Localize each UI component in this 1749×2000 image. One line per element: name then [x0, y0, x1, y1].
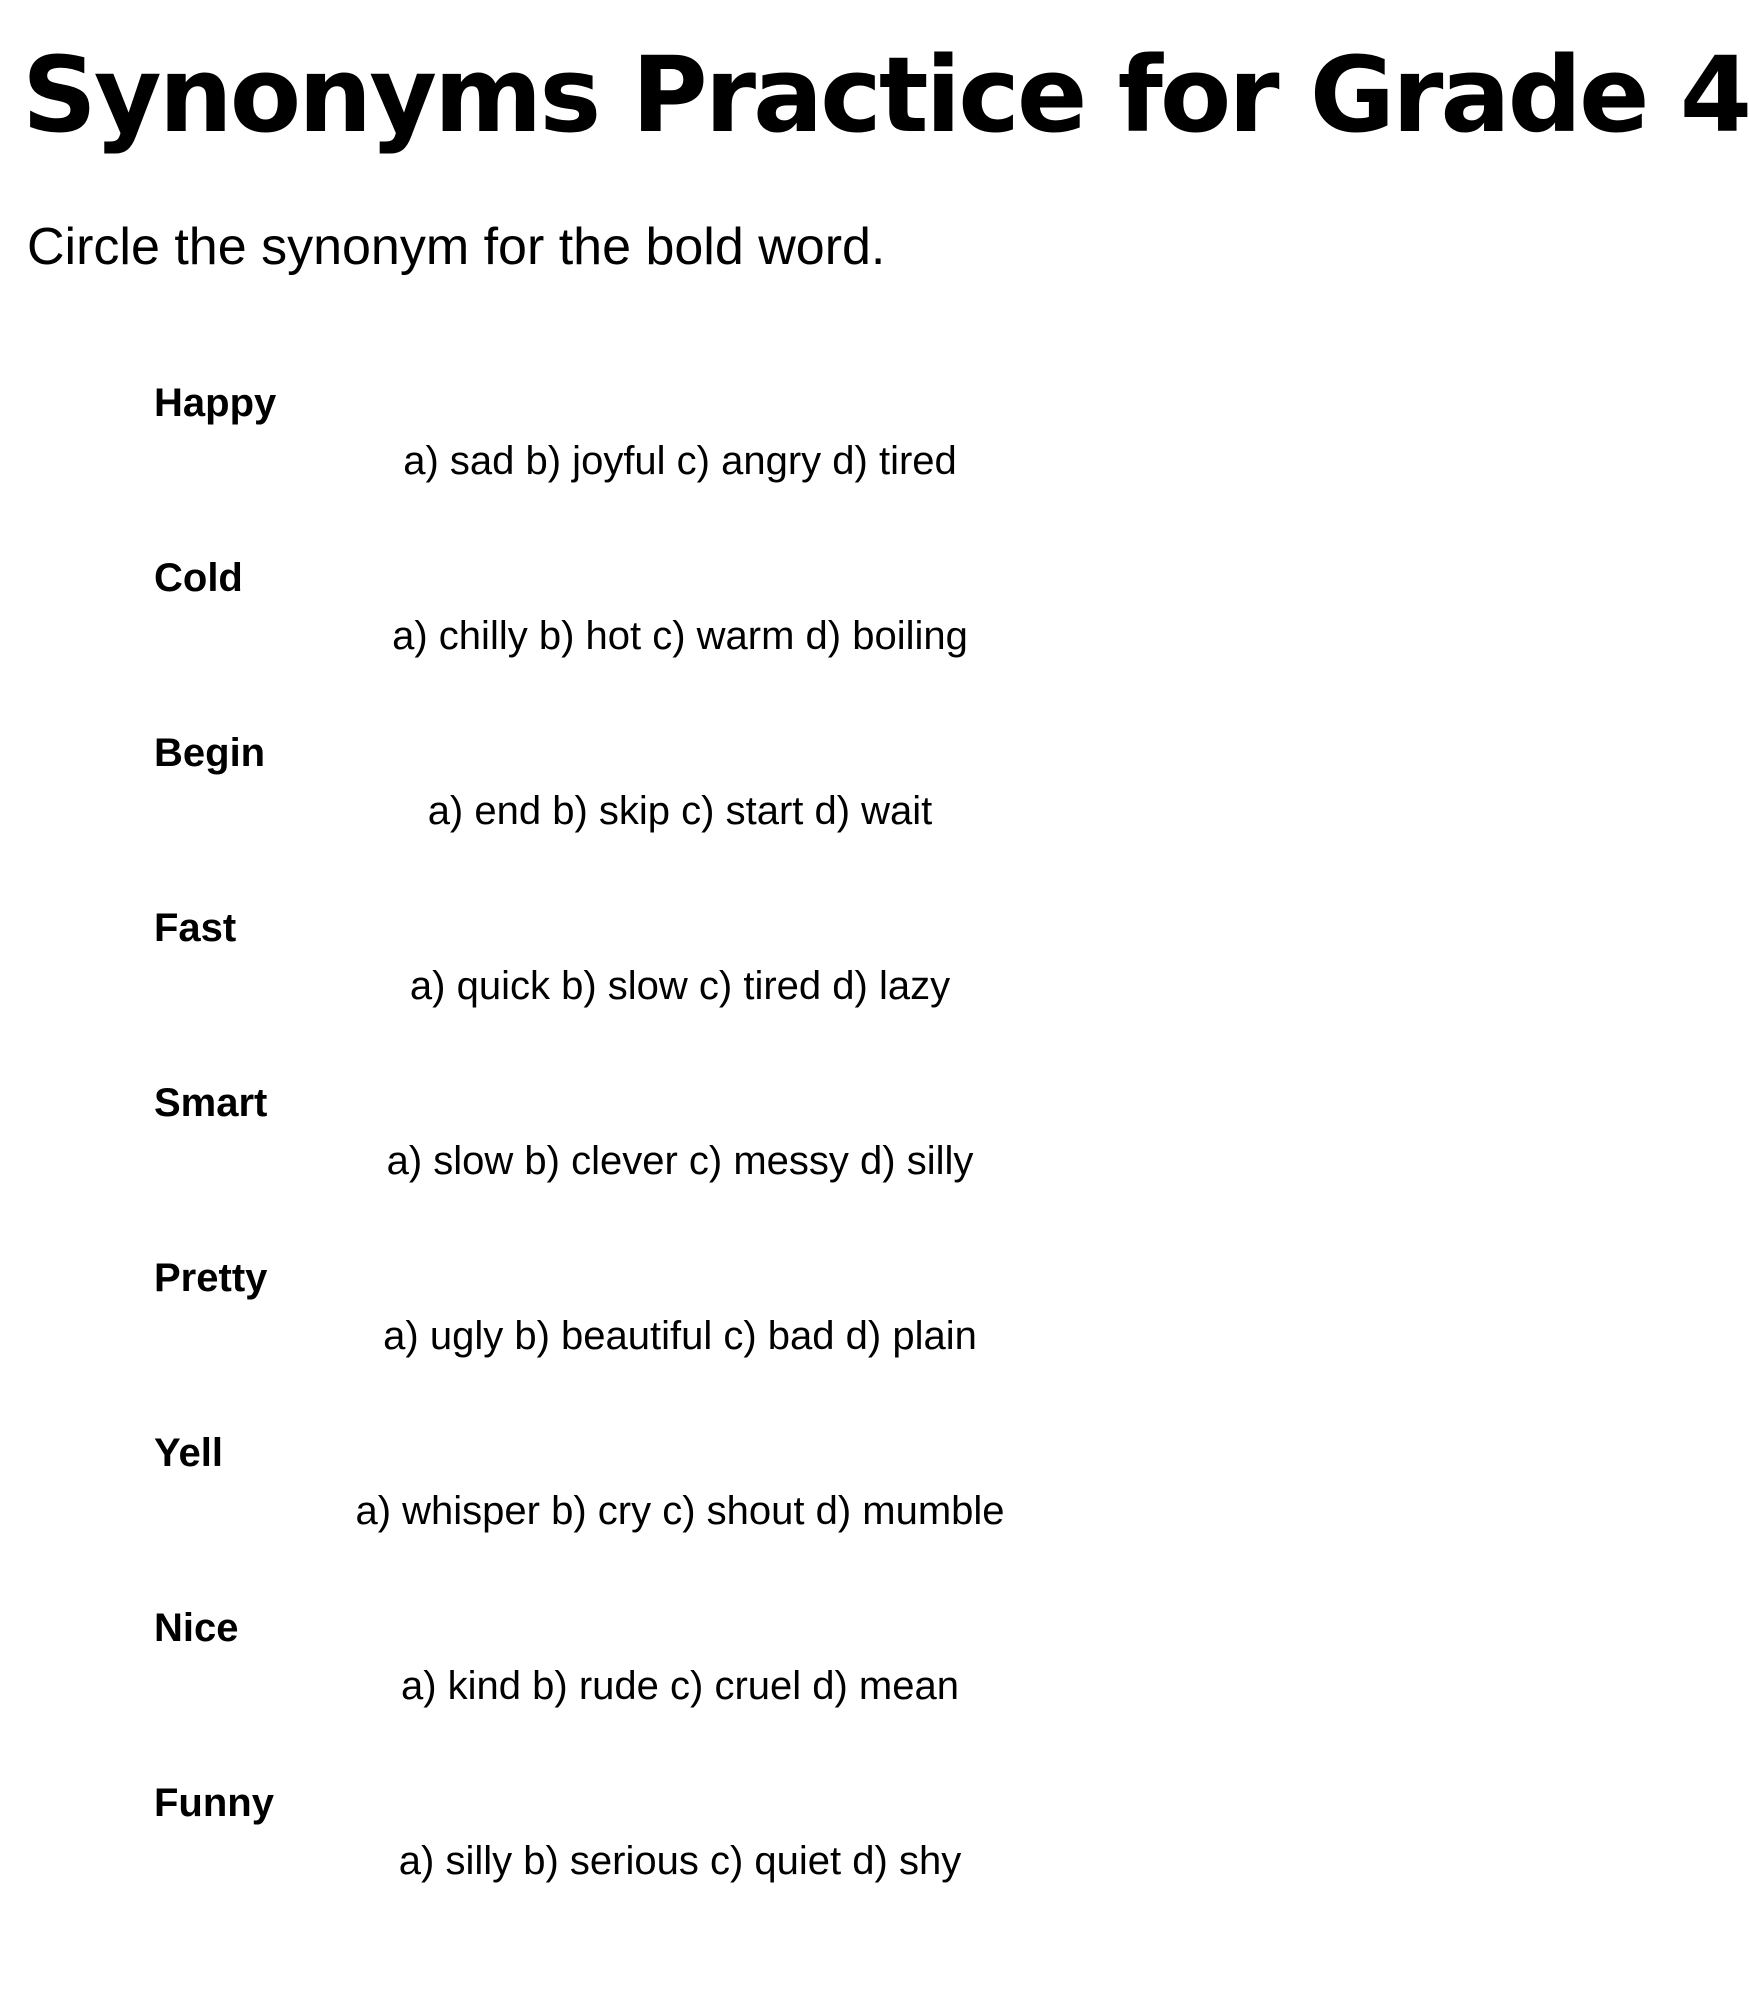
- answer-options: a) end b) skip c) start d) wait: [427, 789, 933, 833]
- answer-options: a) kind b) rude c) cruel d) mean: [400, 1664, 959, 1708]
- instructions-text: Circle the synonym for the bold word.: [27, 218, 886, 276]
- question-item: [0, 378, 1545, 508]
- question-word: Smart: [154, 1081, 268, 1125]
- question-item: [0, 1428, 1545, 1558]
- question-word: Nice: [154, 1606, 239, 1650]
- question-item: [0, 903, 1545, 1033]
- question-word: Pretty: [154, 1256, 268, 1300]
- question-item: [0, 1253, 1545, 1383]
- question-item: [0, 1078, 1545, 1208]
- question-word: Funny: [154, 1781, 274, 1825]
- question-word: Cold: [154, 556, 243, 600]
- answer-options: a) ugly b) beautiful c) bad d) plain: [383, 1314, 977, 1358]
- question-word: Fast: [154, 906, 237, 950]
- question-word: Happy: [154, 381, 277, 425]
- question-word: Begin: [154, 731, 266, 775]
- question-item: [0, 728, 1545, 858]
- answer-options: a) chilly b) hot c) warm d) boiling: [392, 614, 968, 658]
- answer-options: a) silly b) serious c) quiet d) shy: [398, 1839, 962, 1883]
- answer-options: a) slow b) clever c) messy d) silly: [386, 1139, 974, 1183]
- question-item: [0, 1778, 1545, 1908]
- answer-options: a) whisper b) cry c) shout d) mumble: [355, 1489, 1005, 1533]
- question-item: [0, 553, 1545, 683]
- question-item: [0, 1603, 1545, 1733]
- page-title: Synonyms Practice for Grade 4: [22, 34, 1749, 156]
- question-word: Yell: [154, 1431, 223, 1475]
- answer-options: a) sad b) joyful c) angry d) tired: [403, 439, 957, 483]
- answer-options: a) quick b) slow c) tired d) lazy: [409, 964, 951, 1008]
